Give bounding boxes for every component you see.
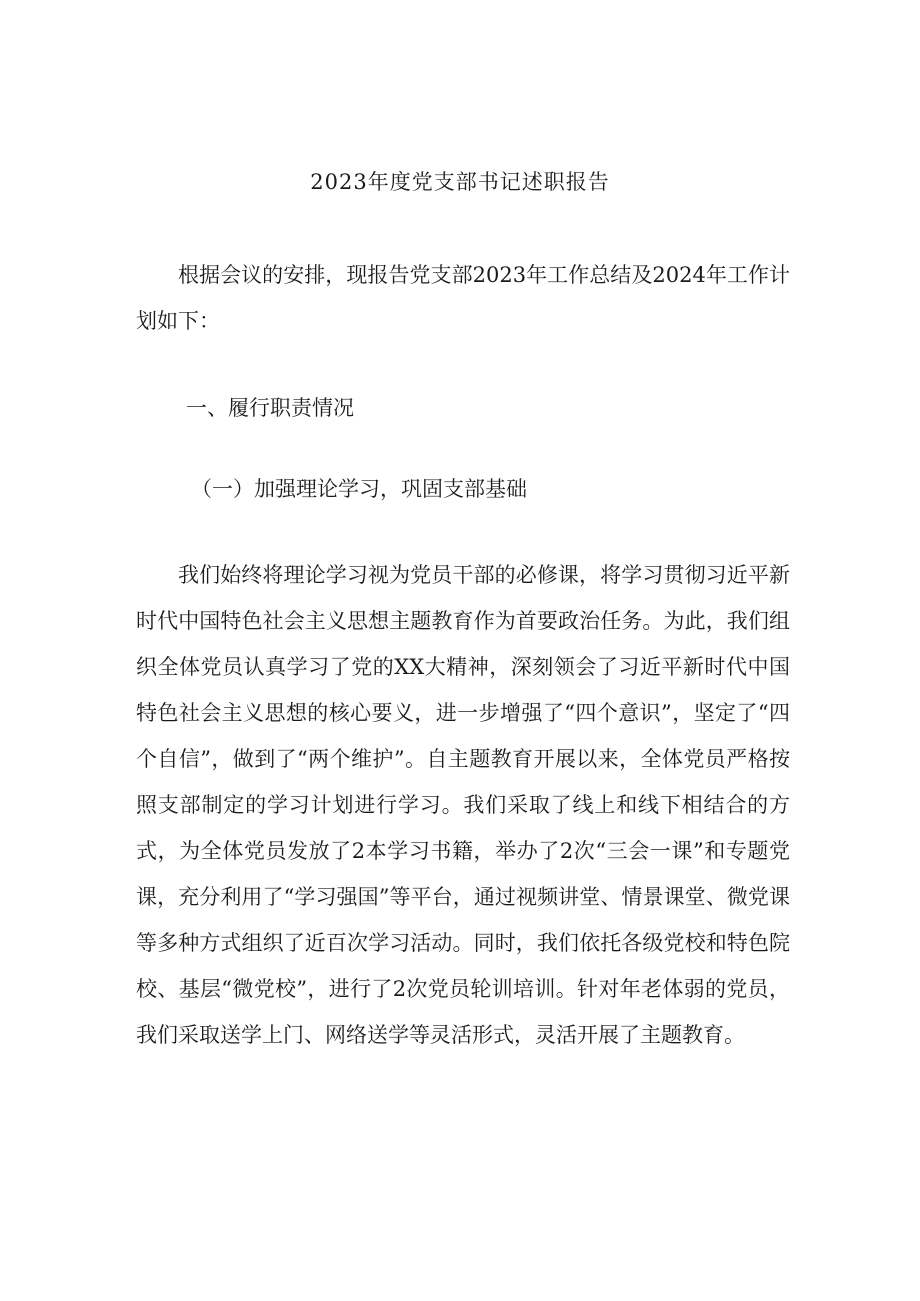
body-paragraph: 我们始终将理论学习视为党员干部的必修课，将学习贯彻习近平新时代中国特色社会主义思想主题教育作为首要政治任务。为此，我们组织全体党员认真学习了党的XX大精神，深刻领会了习近平新时代中国特色社会主义思想的核心要义，进一步增强了“四个意识”，坚定了“四个自信”，做到了“两个维护”。自主题教育开展以来，全体党员严格按照支部制定的学习计划进行学习。我们采取了线上和线下相结合的方式，为全体党员发放了2本学习书籍，举办了2次“三会一课”和专题党课，充分利用了“学习强国”等平台，通过视频讲堂、情景课堂、微党课等多种方式组织了近百次学习活动。同时，我们依托各级党校和特色院校、基层“微党校”，进行了2次党员轮训培训。针对年老体弱的党员，我们采取送学上门、网络送学等灵活形式，灵活开展了主题教育。 — [136, 563, 790, 1047]
intro-paragraph: 根据会议的安排，现报告党支部2023年工作总结及2024年工作计划如下： — [136, 263, 790, 333]
document-title: 2023年度党支部书记述职报告 — [310, 170, 610, 194]
subsection-heading: （一）加强理论学习，巩固支部基础 — [191, 477, 527, 501]
section-heading: 一、履行职责情况 — [186, 396, 354, 420]
